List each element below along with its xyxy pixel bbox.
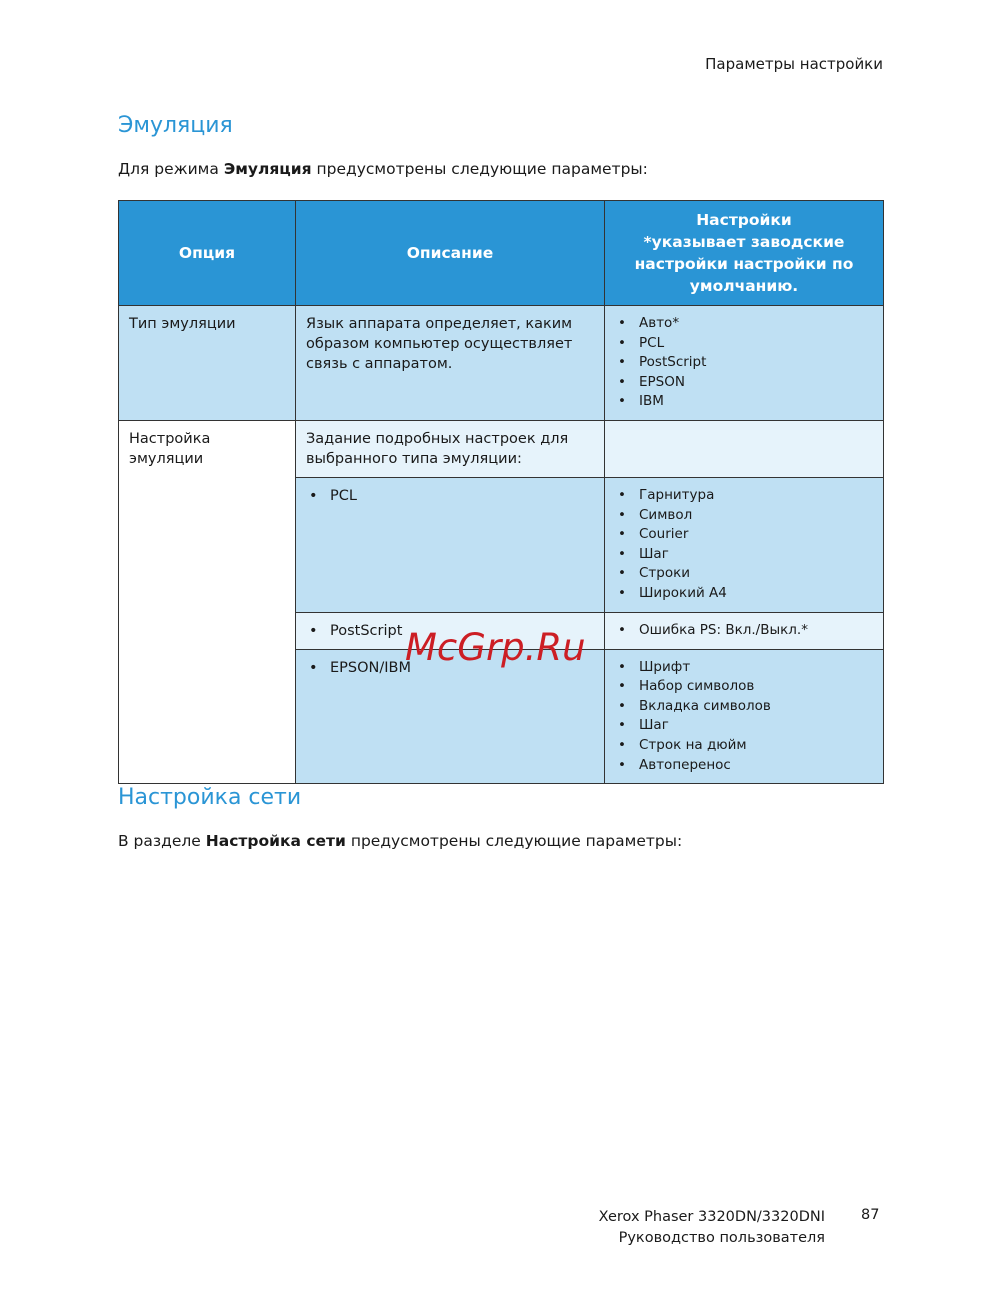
header-settings: Настройки *указывает заводские настройки настройки по умолчанию. [605, 201, 884, 306]
table-header-row [119, 201, 884, 306]
list-item: • Символ [615, 506, 873, 526]
list-item: • EPSON [615, 373, 873, 393]
description-cell [296, 649, 605, 784]
list-item: • Автоперенос [615, 756, 873, 776]
list-item: • PostScript [306, 621, 594, 641]
section-intro-emulation: Для режима Эмуляция предусмотрены следующие параметры: [118, 160, 648, 178]
list-item: • Строки [615, 564, 873, 584]
watermark: McGrp.Ru [405, 626, 586, 669]
list-item: • Строк на дюйм [615, 736, 873, 756]
list-item: • Шрифт [615, 658, 873, 678]
list-item: • PostScript [615, 353, 873, 373]
list-item: • Авто* [615, 314, 873, 334]
option-cell: Настройка эмуляции [119, 420, 296, 783]
section-title-emulation: Эмуляция [118, 113, 233, 138]
settings-cell [605, 477, 884, 612]
section-title-network: Настройка сети [118, 785, 302, 810]
header-option: Опция [119, 201, 296, 306]
header-description: Описание [296, 201, 605, 306]
list-item: • Шаг [615, 545, 873, 565]
settings-cell [605, 649, 884, 784]
list-item: • Набор символов [615, 677, 873, 697]
description-cell: Задание подробных настроек для выбранного типа эмуляции: [296, 420, 605, 477]
list-item: • EPSON/IBM [306, 658, 594, 678]
list-item: • Courier [615, 525, 873, 545]
list-item: • Широкий А4 [615, 584, 873, 604]
list-item: • PCL [615, 334, 873, 354]
page-number: 87 [861, 1207, 880, 1223]
option-cell: Тип эмуляции [119, 306, 296, 421]
description-cell [296, 477, 605, 612]
footer-product: Xerox Phaser 3320DN/3320DNI [598, 1209, 825, 1225]
settings-cell [605, 306, 884, 421]
list-item: • Гарнитура [615, 486, 873, 506]
footer-guide: Руководство пользователя [618, 1230, 825, 1246]
settings-cell [605, 612, 884, 649]
running-head: Параметры настройки [705, 55, 883, 73]
description-cell: Язык аппарата определяет, каким образом компьютер осуществляет связь с аппаратом. [296, 306, 605, 421]
footer [599, 1207, 825, 1249]
list-item: • Вкладка символов [615, 697, 873, 717]
list-item: • IBM [615, 392, 873, 412]
list-item: • PCL [306, 486, 594, 506]
section-intro-network: В разделе Настройка сети предусмотрены следующие параметры: [118, 832, 683, 850]
table-row [119, 420, 884, 477]
list-item: • Шаг [615, 716, 873, 736]
settings-cell [605, 420, 884, 477]
emulation-options-table [118, 200, 884, 784]
list-item: • Ошибка PS: Вкл./Выкл.* [615, 621, 873, 641]
table-row [119, 306, 884, 421]
